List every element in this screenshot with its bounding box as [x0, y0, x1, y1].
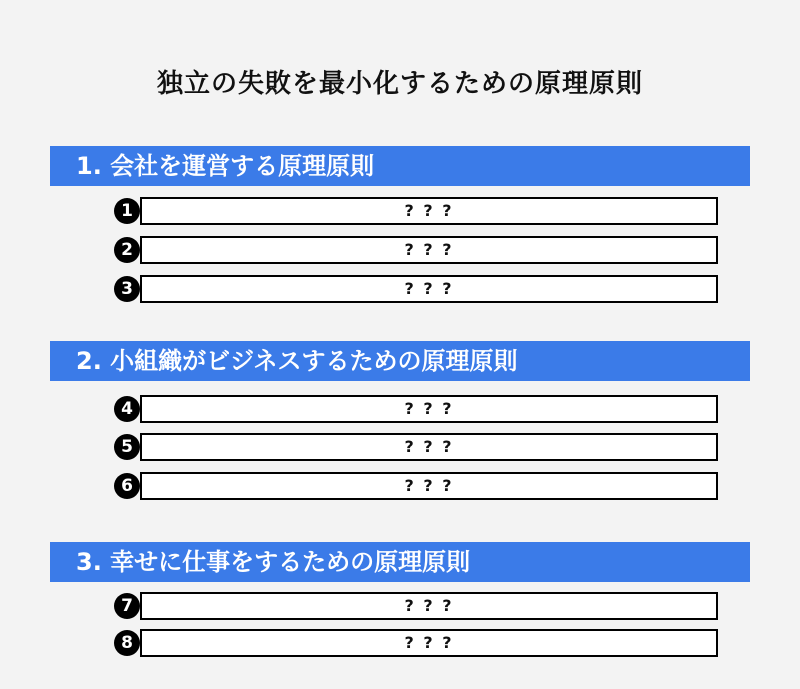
section-header-3: 3. 幸せに仕事をするための原理原則: [50, 542, 750, 582]
principle-box-3: ? ? ?: [140, 275, 718, 303]
principle-row-8: [114, 629, 718, 657]
principle-row-3: [114, 275, 718, 303]
principle-box-8: ? ? ?: [140, 629, 718, 657]
principle-box-5: ? ? ?: [140, 433, 718, 461]
principle-row-6: [114, 472, 718, 500]
number-badge-1: 1: [114, 198, 140, 224]
principle-row-7: [114, 592, 718, 620]
principle-row-4: [114, 395, 718, 423]
principle-box-7: ? ? ?: [140, 592, 718, 620]
principle-row-1: [114, 197, 718, 225]
number-badge-2: 2: [114, 237, 140, 263]
number-badge-5: 5: [114, 434, 140, 460]
principle-box-4: ? ? ?: [140, 395, 718, 423]
number-badge-6: 6: [114, 473, 140, 499]
section-header-2: 2. 小組織がビジネスするための原理原則: [50, 341, 750, 381]
number-badge-3: 3: [114, 276, 140, 302]
principle-row-2: [114, 236, 718, 264]
principle-box-1: ? ? ?: [140, 197, 718, 225]
principle-box-2: ? ? ?: [140, 236, 718, 264]
page-title: 独立の失敗を最小化するための原理原則: [156, 69, 643, 99]
number-badge-8: 8: [114, 630, 140, 656]
section-header-1: 1. 会社を運営する原理原則: [50, 146, 750, 186]
principle-box-6: ? ? ?: [140, 472, 718, 500]
number-badge-4: 4: [114, 396, 140, 422]
number-badge-7: 7: [114, 593, 140, 619]
principle-row-5: [114, 433, 718, 461]
